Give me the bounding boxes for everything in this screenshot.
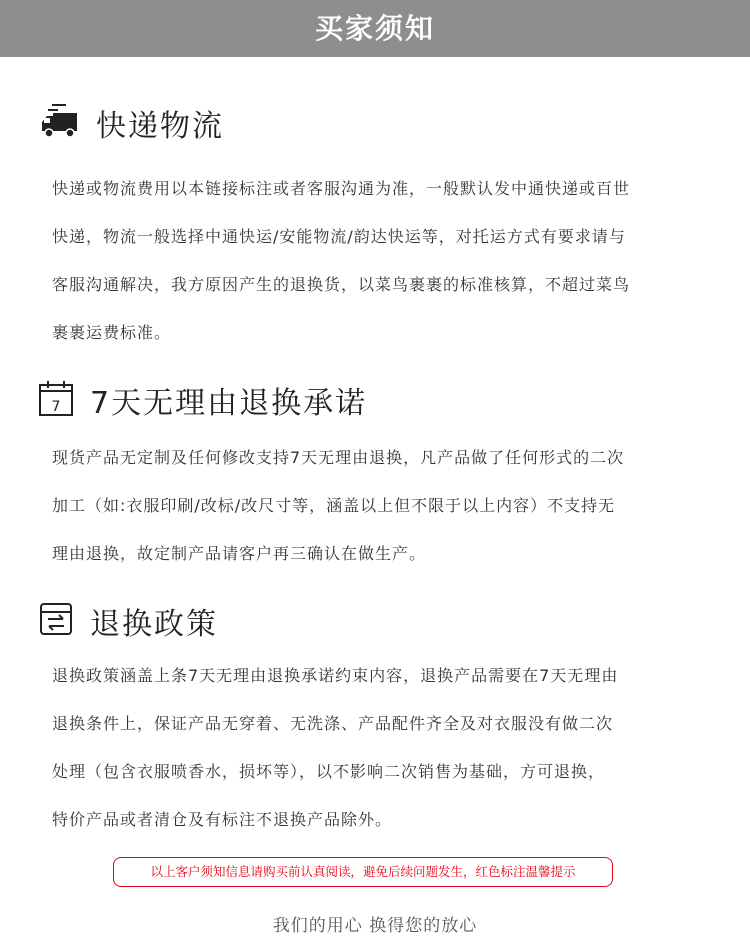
notice-banner: 以上客户须知信息请购买前认真阅读，避免后续问题发生，红色标注温馨提示 [113,857,613,887]
delivery-truck-icon [38,101,80,145]
page-title: 买家须知 [314,12,435,45]
section-heading: 退换政策 [90,607,218,642]
section-heading: 7天无理由退换承诺 [90,386,368,421]
exchange-box-icon [38,600,74,642]
footer-slogan: 我们的用心 换得您的放心 [272,916,478,936]
paragraph-line: 快递或物流费用以本链接标注或者客服沟通为准，一般默认发中通快递或百世 [52,179,631,198]
paragraph-line: 特价产品或者清仓及有标注不退换产品除外。 [52,810,393,829]
paragraph-line: 客服沟通解决，我方原因产生的退换货，以菜鸟裹裹的标准核算，不超过菜鸟 [52,275,631,294]
section-title-logistics [38,101,224,145]
paragraph-line: 处理（包含衣服喷香水，损坏等），以不影响二次销售为基础，方可退换， [52,762,606,781]
section-title-return-policy [38,599,218,643]
return-policy-paragraph [52,652,702,844]
paragraph-line: 裹裹运费标准。 [52,323,172,342]
paragraph-line: 现货产品无定制及任何修改支持7天无理由退换，凡产品做了任何形式的二次 [52,448,625,467]
svg-text:7: 7 [51,399,61,415]
page-header [0,0,750,57]
paragraph-line: 理由退换，故定制产品请客户再三确认在做生产。 [52,544,427,563]
calendar-icon [38,379,74,421]
paragraph-line: 退换政策涵盖上条7天无理由退换承诺约束内容，退换产品需要在7天无理由 [52,666,619,685]
paragraph-line: 退换条件上，保证产品无穿着、无洗涤、产品配件齐全及对衣服没有做二次 [52,714,614,733]
return-promise-paragraph [52,434,702,578]
paragraph-line: 快递，物流一般选择中通快运/安能物流/韵达快运等，对托运方式有要求请与 [52,227,626,246]
section-title-7day-return [38,378,367,422]
paragraph-line: 加工（如:衣服印刷/改标/改尺寸等，涵盖以上但不限于以上内容）不支持无 [52,496,616,515]
section-heading: 快递物流 [96,109,224,144]
logistics-paragraph [52,165,702,357]
